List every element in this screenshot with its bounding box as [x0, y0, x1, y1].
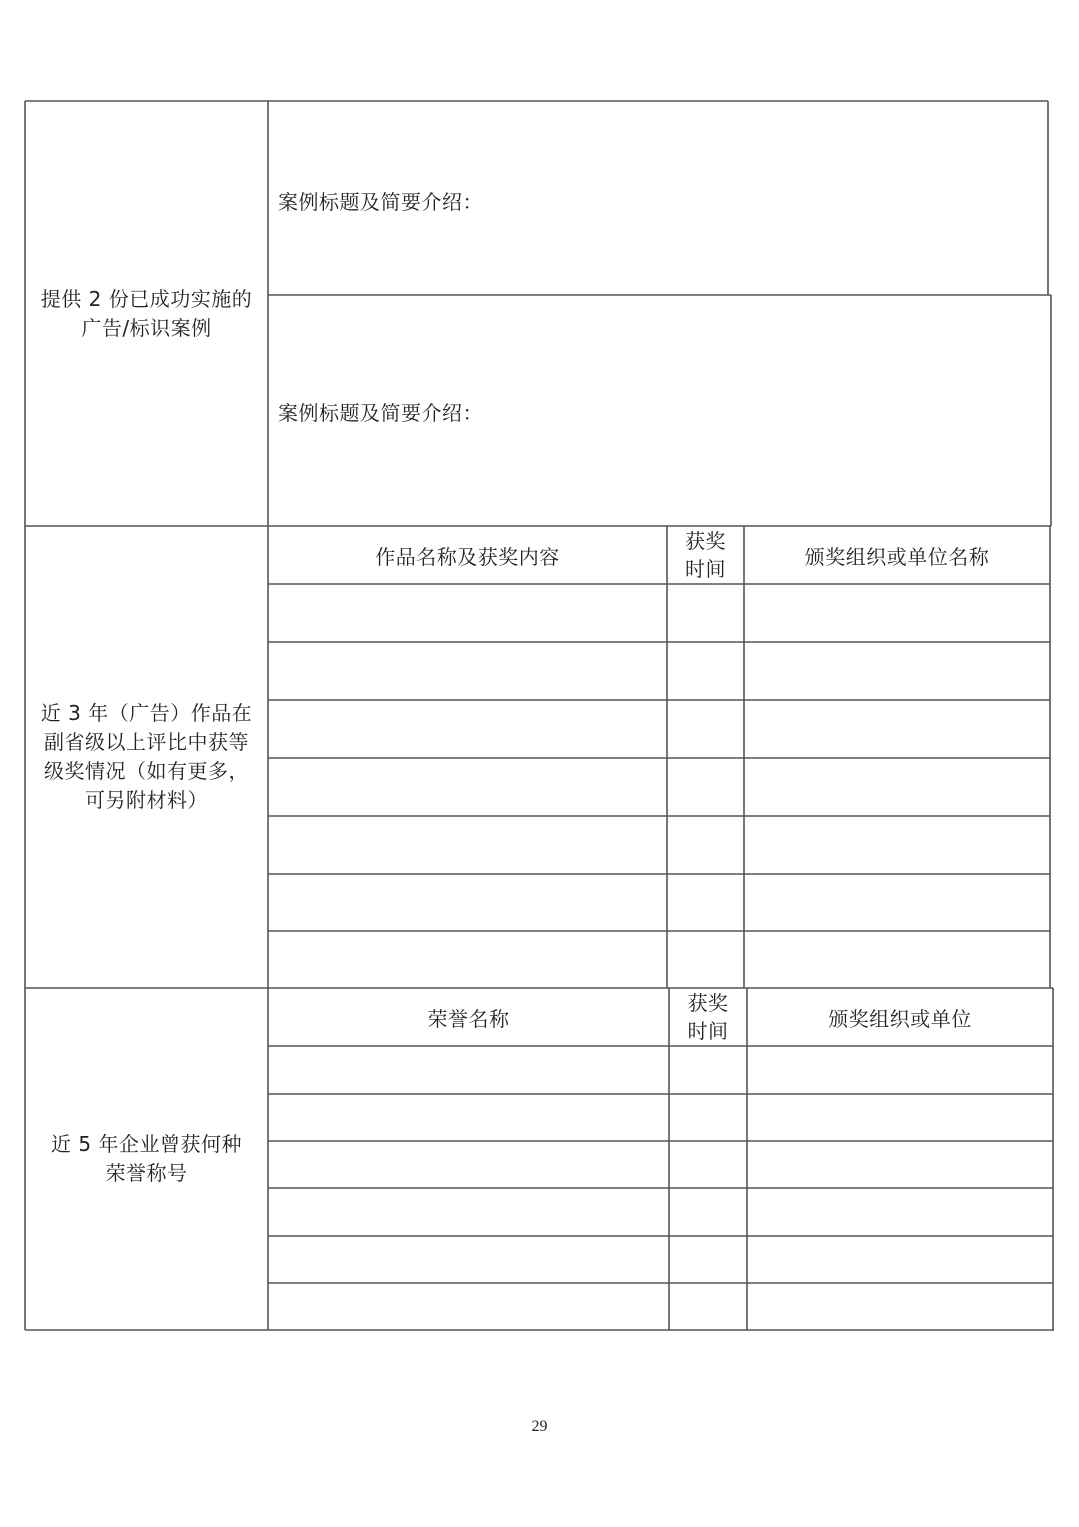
- awards-header-work: 作品名称及获奖内容: [375, 544, 560, 569]
- honors-header-org: 颁奖组织或单位: [828, 1006, 972, 1031]
- awards-header-time-line-2: 时间: [685, 557, 726, 581]
- case-2-prompt: 案例标题及简要介绍：: [278, 401, 483, 425]
- awards-row-1-work[interactable]: [269, 585, 666, 641]
- awards-row-4-time[interactable]: [668, 759, 743, 815]
- honors-header-time: [669, 988, 747, 1046]
- awards-row-6-time[interactable]: [668, 875, 743, 930]
- awards-row-4-org[interactable]: [745, 759, 1049, 815]
- awards-row-2-work[interactable]: [269, 643, 666, 699]
- honors-row-1-org[interactable]: [748, 1047, 1052, 1093]
- honors-row-3-time[interactable]: [670, 1142, 746, 1187]
- honors-row-1-time[interactable]: [670, 1047, 746, 1093]
- honors-label-line-1: 近 5 年企业曾获何种: [51, 1132, 242, 1156]
- honors-row-6-name[interactable]: [269, 1284, 668, 1329]
- awards-label: [25, 526, 268, 988]
- honors-row-6-org[interactable]: [748, 1284, 1052, 1329]
- awards-row-6-work[interactable]: [269, 875, 666, 930]
- honors-row-2-name[interactable]: [269, 1095, 668, 1140]
- awards-header-org: 颁奖组织或单位名称: [804, 544, 990, 569]
- honors-row-4-time[interactable]: [670, 1189, 746, 1235]
- honors-label: [25, 988, 268, 1330]
- awards-row-3-work[interactable]: [269, 701, 666, 757]
- honors-row-3-org[interactable]: [748, 1142, 1052, 1187]
- honors-row-4-org[interactable]: [748, 1189, 1052, 1235]
- awards-label-line-2: 副省级以上评比中获等: [43, 730, 249, 754]
- awards-row-7-time[interactable]: [668, 932, 743, 987]
- awards-row-2-org[interactable]: [745, 643, 1049, 699]
- awards-row-2-time[interactable]: [668, 643, 743, 699]
- awards-row-5-time[interactable]: [668, 817, 743, 873]
- awards-row-1-org[interactable]: [745, 585, 1049, 641]
- honors-row-6-time[interactable]: [670, 1284, 746, 1329]
- cases-label: [25, 101, 268, 526]
- awards-label-line-4: 可另附材料）: [84, 788, 208, 812]
- awards-header-time: [667, 526, 744, 584]
- awards-row-3-time[interactable]: [668, 701, 743, 757]
- awards-label-line-1: 近 3 年（广告）作品在: [40, 701, 253, 725]
- honors-header-name: 荣誉名称: [427, 1006, 510, 1031]
- honors-row-3-name[interactable]: [269, 1142, 668, 1187]
- honors-row-1-name[interactable]: [269, 1047, 668, 1093]
- awards-row-7-work[interactable]: [269, 932, 666, 987]
- awards-row-5-work[interactable]: [269, 817, 666, 873]
- page-number: 29: [531, 1418, 548, 1435]
- awards-row-7-org[interactable]: [745, 932, 1049, 987]
- case-1-prompt: 案例标题及简要介绍：: [278, 190, 483, 214]
- awards-row-5-org[interactable]: [745, 817, 1049, 873]
- honors-row-2-time[interactable]: [670, 1095, 746, 1140]
- honors-label-line-2: 荣誉称号: [105, 1161, 188, 1185]
- cases-label-line-1: 提供 2 份已成功实施的: [40, 286, 253, 311]
- awards-row-4-work[interactable]: [269, 759, 666, 815]
- honors-row-4-name[interactable]: [269, 1189, 668, 1235]
- honors-row-5-name[interactable]: [269, 1237, 668, 1282]
- honors-header-time-line-2: 时间: [687, 1019, 729, 1043]
- awards-row-3-org[interactable]: [745, 701, 1049, 757]
- awards-row-1-time[interactable]: [668, 585, 743, 641]
- awards-header-time-line-1: 获奖: [685, 529, 726, 553]
- awards-row-6-org[interactable]: [745, 875, 1049, 930]
- honors-row-5-time[interactable]: [670, 1237, 746, 1282]
- honors-row-2-org[interactable]: [748, 1095, 1052, 1140]
- honors-header-time-line-1: 获奖: [687, 991, 729, 1015]
- honors-row-5-org[interactable]: [748, 1237, 1052, 1282]
- case-1-field[interactable]: [269, 102, 1047, 294]
- case-2-field[interactable]: [269, 296, 1050, 525]
- cases-label-line-2: 广告/标识案例: [81, 315, 212, 340]
- awards-label-line-3: 级奖情况（如有更多，: [43, 759, 249, 783]
